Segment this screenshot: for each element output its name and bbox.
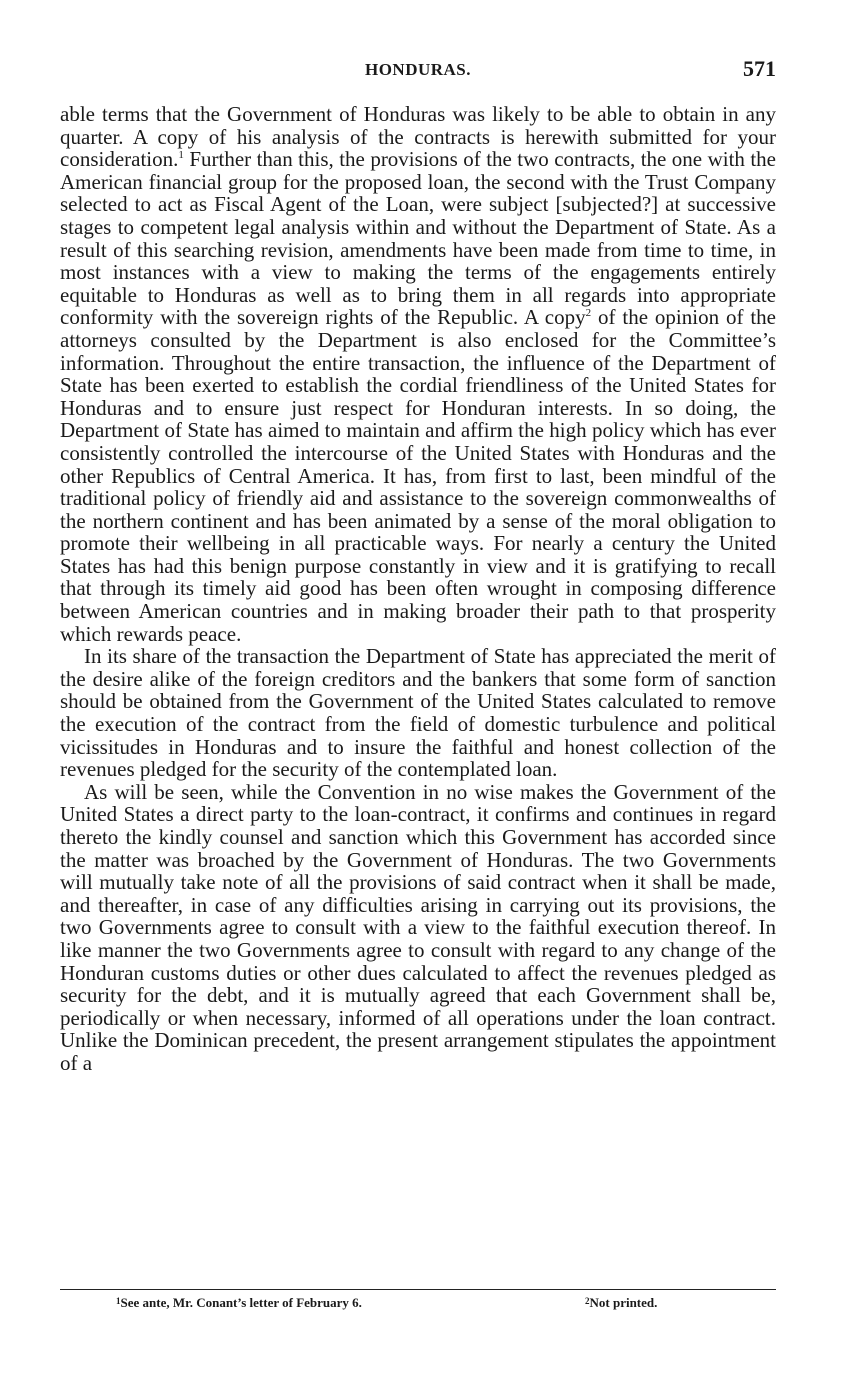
page-number: 571 [743,56,776,81]
running-title: HONDURAS. [364,60,472,79]
paragraph [60,645,776,781]
paragraph-text: Further than this, the provisions of the two contracts, the one with the American financial group for the proposed loan, the second with the Trust Company selected to act as Fiscal Agent of the Loan, were subject [subjected?] at successive stages to competent legal analysis within and without the Department of State. As a result of this searching revision, amendments have been made from time to time, in most instances with a view to making the terms of the engagements entirely equitable to Honduras as well as to bring them in all regards into appropriate conformity with the sovereign rights of the Republic. A copy [60,147,776,330]
footnote-text: See ante, Mr. Conant’s letter of February 6. [120,1295,362,1310]
footnote-mark: 2 [585,1296,590,1306]
running-head [60,56,776,86]
footnote-2 [585,1295,657,1311]
paragraph-text: In its share of the transaction the Department of State has appreciated the merit of the desire alike of the foreign creditors and the bankers that some form of sanction should be obtained from the Government of the United States calculated to remove the execution of the contract from the field of domestic turbulence and political vicissitudes in Honduras and to insure the faithful and honest collection of the revenues pledged for the security of the contemplated loan. [60,644,776,782]
paragraph [60,781,776,1075]
footnote-1 [116,1295,362,1311]
footnote-reference: 1 [178,149,184,162]
body-text [60,103,776,1075]
footnote-divider [60,1289,776,1290]
paragraph-text: As will be seen, while the Convention in no wise makes the Government of the United States a direct party to the loan-contract, it confirms and continues in regard thereto the kindly counsel and sanction which this Government has accorded since the matter was broached by the Government of Honduras. The two Governments will mutually take note of all the provisions of said contract when it shall be made, and thereafter, in case of any difficulties arising in carrying out its provisions, the two Governments agree to consult with a view to the faithful execution thereof. In like manner the two Governments agree to consult with regard to any change of the Honduran customs duties or other dues calculated to affect the revenues pledged as security for the debt, and it is mutually agreed that each Government shall be, periodically or when necessary, informed of all operations under the loan contract. Unlike the Dominican precedent, the present arrangement stipulates the appointment of a [60,779,776,1075]
footnote-text: Not printed. [589,1295,658,1310]
paragraph-text: able terms that the Government of Honduras was likely to be able to obtain in any quarter. A copy of his analysis of the contracts is herewith submitted for your consideration. [60,102,776,172]
footnote-reference: 2 [585,307,592,320]
footnote-mark: 1 [116,1296,121,1306]
paragraph-text: of the opinion of the attorneys consulted by the Department is also enclosed for the Committee’s information. Throughout the entire transaction, the influence of the Department of State has been exerted to establish the cordial friendliness of the United States for Honduras and to ensure just respect for Honduran interests. In so doing, the Department of State has aimed to maintain and affirm the high policy which has ever consistently controlled the intercourse of the United States with Honduras and the other Republics of Central America. It has, from first to last, been mindful of the traditional policy of friendly aid and assistance to the sovereign commonwealths of the northern continent and has been animated by a sense of the moral obligation to promote their wellbeing in all practicable ways. For nearly a century the United States has had this benign purpose constantly in view and it is gratifying to recall that through its timely aid good has been often wrought in composing difference between American countries and in making broader their path to that prosperity which rewards peace. [60,305,776,646]
paragraph [60,103,776,645]
